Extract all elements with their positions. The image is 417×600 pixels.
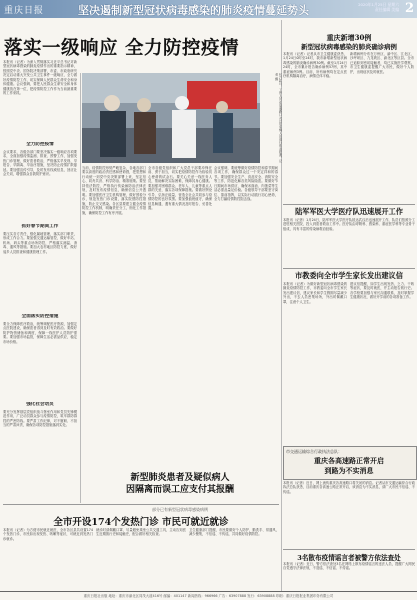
article-body: 当前，疫情防控形势严峻复杂，各地各部门要以高度的政治责任感和使命感，把思想和行动统一到党中央决策部署上来，坚定信心、同舟共济、科学防治、精准施策。要坚持依法防控，严格执行传染病防治法律法规，及时发布疫情信息，确保信息公开透明。要加强医疗卫生机构管理，做好预检分诊，规范发热门诊设置，落实院感防控措施，防止交叉感染。各区县要建立健全疫情防控工作机制，明确责任分工，细化工作措施，确保防控工作有序开展。 (82, 166, 146, 215)
article-body: 本报讯（记者）为做好新型冠状病毒感染的肺炎疫情防控工作，市教委向全市学生家长发出建议信，建议家长和学生假期尽量减少外出，不去人员密集场所，外出时佩戴口罩，注意个人卫生。 (283, 282, 347, 304)
section-rule (283, 549, 415, 550)
section-rule (283, 268, 415, 269)
photo-illustration (82, 73, 260, 163)
article-body: 要压实各方责任，强化属地管理，落实部门职责，形成工作合力。要加强交通运输管控，做好车站、机场、码头等重点场所防控，严格落实测温、消毒、通风等措施。要加大农村地区防控力度，做好返乡人员排查和健康管理工作。 (3, 232, 77, 254)
article-body: 本报讯（记者）记者从市卫生健康委获悉，1月24日0时至24时，我市新增新型冠状病毒感染的肺炎确诊病例30例。截至1月24日24时，全市累计报告确诊病例57例，其中重症病例3例。目前，所有病例均在定点医疗机构隔离治疗，病情总体平稳。 (283, 52, 347, 79)
masthead-logo: 重庆日报 (4, 6, 45, 16)
section-rule (283, 204, 415, 205)
kicker-small: 市交通运输综合行政执法总队： (286, 449, 342, 454)
kicker-main-line1: 重庆各高速路正常开启 (314, 456, 384, 465)
article-body: 要充分发挥基层党组织战斗堡垒作用和党员先锋模范作用，广泛动员群众参与疫情防控，筑牢群防群控的严密防线。要严肃工作纪律，对不履职、不担当的严肃问责，确保各项防控措施落到实处。 (3, 410, 77, 428)
article-body: 会议强调，要统筹做好疫情防控和春节期间各项工作，确保群众过一个安定祥和的春节。要加强安全生产、食品安全、消防安全等工作，防范化解各类风险隐患。要做好节日期间市场供应，确保米面油、肉蛋菜等生活必需品量足价稳。各级领导干部要坚守岗位、靠前指挥，以实际行动践行初心使命，全力打赢疫情防控阻击战。 (214, 166, 278, 202)
column-rule (80, 73, 81, 503)
right-headline-1-line1: 重庆新增30例 (326, 33, 372, 42)
article-body: 卫生健康部门提醒，市民要做好个人防护，勤洗手、常通风，减少聚集，不信谣、不传谣，共同做好疫情防控。 (189, 528, 279, 537)
dateline: 2020年1月25日 星期六 责任编辑 美编 (358, 2, 399, 12)
bottom-kicker: 部分已有新型冠状病毒感染病例 (152, 507, 208, 512)
article-body: 建议信提醒，如学生出现发热、乏力、干咳等症状，要及时就医，并主动报告旅行史。各学校要加强与家长沟通联系，及时掌握学生健康状况，做好开学前的各项准备工作。 (350, 282, 414, 300)
bottom-right-headline: 3名散布疫情谣言者被警方依法查处 (297, 554, 401, 562)
article-body: 全市各级党组织和广大党员干部要冲锋在前、勇于担当，切实把疫情防控作为检验初心使命的试金石。要关心关爱一线医务人员，帮助解决实际困难，保障其身心健康。要加强对困难群众、老年人、儿童等重点人群的关爱，落实各项保障措施。要做好舆论引导，弘扬正能量，营造全社会共同参与疫情防控的良好氛围。要加强值班值守，确保信息畅通，遇有重大情况及时报告、妥善处置。 (148, 166, 212, 211)
article-body: 要全力保障医疗救治，统筹调配医疗资源，加强定点医院建设，确保患者得到及时有效救治。要做好防护物资储备和调度，保障一线医护人员防护需要。要加强市场监管，保障生活必需品供应，稳定市场价格。 (3, 322, 77, 344)
article-body: 本报讯（记者）近日，警方依法查处3名在网络上散布疫情谣言的违法人员，提醒广大网民自觉遵守法律法规，不造谣、不信谣、不传谣。 (283, 562, 415, 571)
page-footer: 重庆日报社出版 地址：重庆市渝北区同茂大道416号 邮编：401147 新闻热线：966966 广告：63907888 发行：63908888 印刷：重庆日报报业集团印务有限公司 (0, 591, 417, 600)
subhead: 全面落实防控措施 (21, 314, 59, 319)
section-rule (3, 504, 279, 505)
subhead: 全力防控疫情 (26, 142, 54, 147)
right-headline-3: 市教委向全市学生家长发出建议信 (295, 271, 403, 280)
article-body: 本报讯（记者）为方便市民就近就医，全市各区县共设置174个发热门诊，市民如出现发热、咳嗽等症状，可就近到发热门诊就诊。 (3, 528, 93, 541)
kicker-main-line2: 到路为不实消息 (324, 466, 374, 475)
article-body: 本报讯（记者）1月24日，陆军军医大学医疗队抵达武汉后迅速展开工作，队员们按照分工进驻相关医院，投入到患者救治工作中。医疗队由呼吸科、感染科、重症医学科等专业骨干组成，具有丰富的传染病救治经验。 (283, 218, 415, 231)
subhead: 抓好春节期间工作 (21, 224, 59, 229)
article-body: 会议要求，各级各部门要坚决落实一级响应各项要求，全面加强疫情监测、排查、预警工作，加强发热门诊管理，做好患者救治，严格落实早发现、早报告、早隔离、早治疗措施，坚决防止疫情扩散蔓延。要加强宣传引导，及时发布权威信息，回应社会关切，增强群众自我防护意识。 (3, 150, 77, 177)
page-number: 2 (404, 1, 414, 16)
photo-caption: 1月24日，工作人员在高速路口对过往车辆人员进行体温检测。记者 摄 (274, 73, 282, 163)
bottom-headline: 全市开设174个发热门诊 市民可就近就诊 (53, 517, 229, 528)
article-body: 本报讯（记者）为深入贯彻落实习近平总书记对新型冠状病毒感染的肺炎疫情作出的重要指示精神，按照党中央、国务院决策部署，市委、市政府研究决定启动重大突发公共卫生事件一级响应，全力做好疫情防控工作，切实保障人民群众生命安全和身体健康。会议强调，要把人民群众生命安全和身体健康放在第一位，把疫情防控工作作为当前最重要的工作来抓。 (3, 60, 77, 96)
subhead: 强化社会动员 (26, 402, 54, 407)
mid-headline-line2: 因隔离而误工应支付其报酬 (125, 485, 234, 495)
mid-headline-line1: 新型肺炎患者及疑似病人 (130, 473, 230, 483)
main-headline: 落实一级响应 全力防控疫情 (4, 38, 239, 59)
news-photo (82, 73, 260, 163)
right-headline-2: 陆军军医大学医疗队迅速展开工作 (295, 207, 403, 216)
article-body: 本报讯（记者）近日，网上流传重庆各高速路口将关闭的消息。记者从市交通运输综合行政执法总队获悉，目前重庆各高速公路正常开启，该消息为不实消息，请广大市民不信谣、不传谣。 (283, 481, 415, 494)
article-body: 新增病例分布在万州区、渝中区、江北区、沙坪坝区、九龙坡区、渝北区等区县。全市已追踪到密切接触者，均已实施医学观察。市卫生健康委提醒广大市民，做好个人防护，出现症状及时就医。 (350, 52, 414, 74)
right-headline-1-line2: 新型冠状病毒感染的肺炎确诊病例 (301, 43, 397, 51)
article-body: 就诊时请佩戴口罩，尽量避免乘坐公共交通工具，主动告知医生近期旅行史和接触史，配合做好相关检查。 (96, 528, 186, 537)
banner-headline: 坚决遏制新型冠状病毒感染的肺炎疫情蔓延势头 (78, 4, 309, 17)
